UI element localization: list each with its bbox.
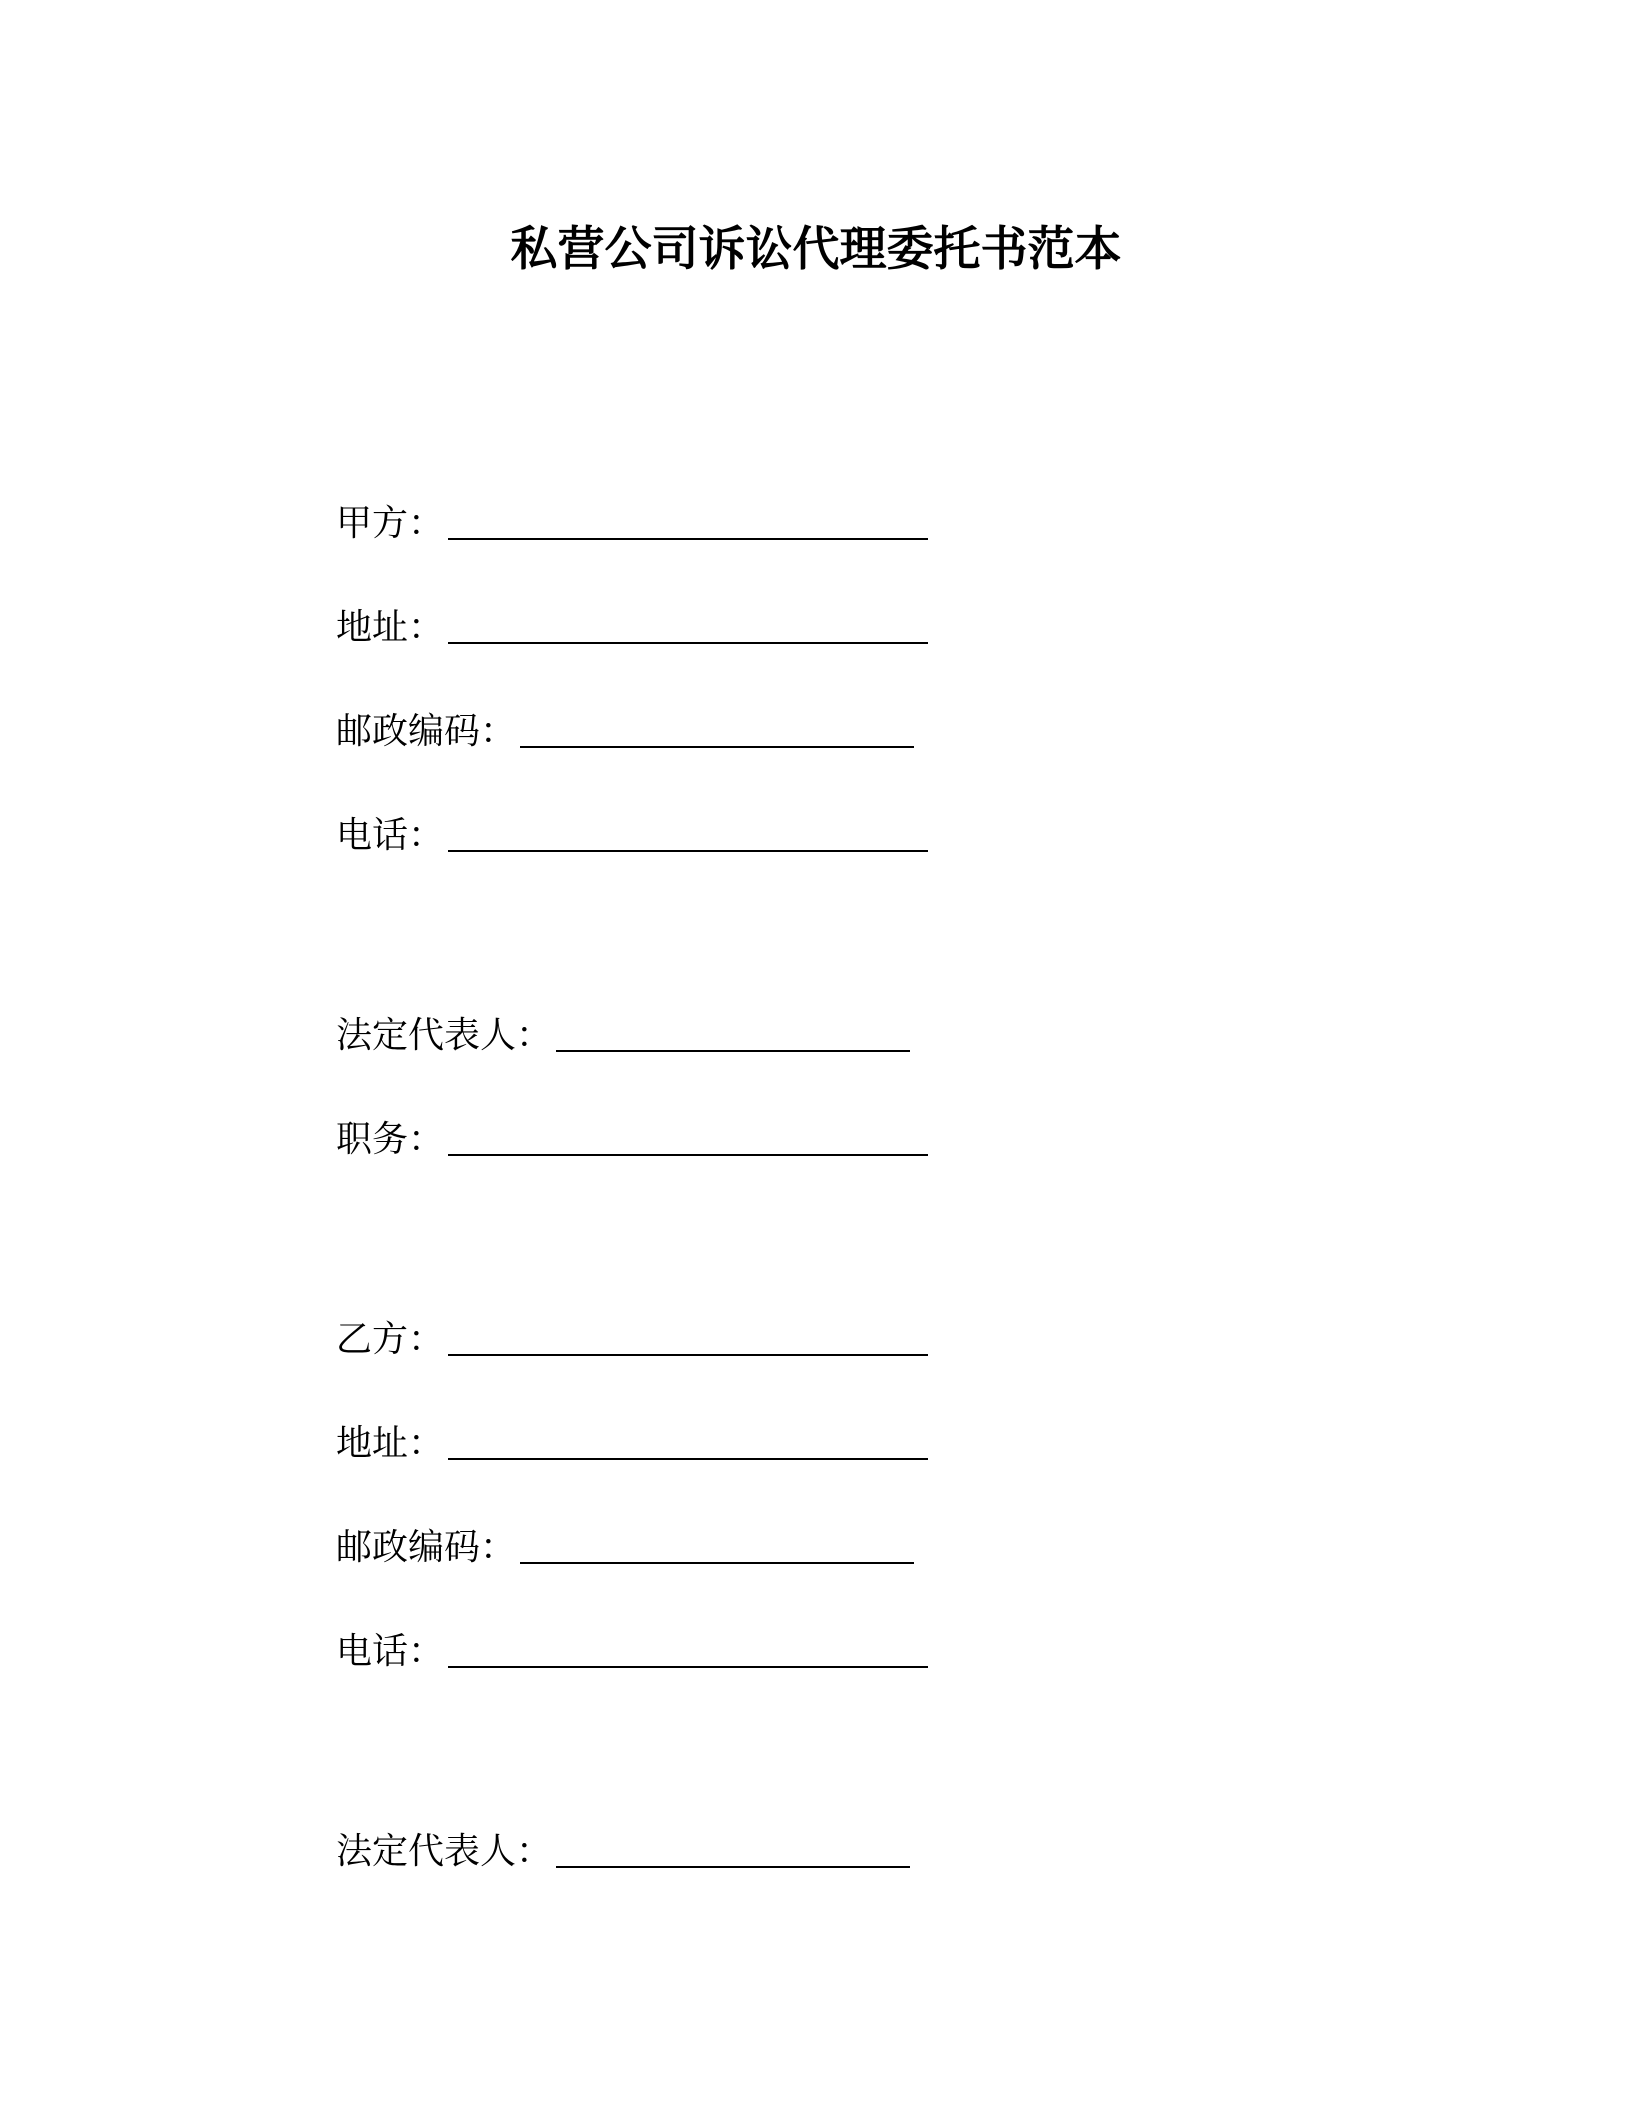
party-a-legal-rep-label: 法定代表人：	[336, 1015, 553, 1056]
party-a-name-label: 甲方：	[336, 503, 445, 544]
party-b-address-field	[336, 1412, 928, 1468]
document-title: 私营公司诉讼代理委托书范本	[510, 222, 1122, 277]
party-b-legal-rep-blank	[556, 1828, 910, 1868]
party-a-legal-rep-field	[336, 1004, 910, 1060]
party-b-legal-rep-label: 法定代表人：	[336, 1831, 553, 1872]
party-a-legal-rep-blank	[556, 1012, 910, 1052]
party-b-postcode-label: 邮政编码：	[336, 1527, 517, 1568]
party-a-name-blank	[448, 500, 928, 540]
party-a-position-blank	[448, 1116, 928, 1156]
party-a-address-field	[336, 596, 928, 652]
party-b-phone-blank	[448, 1628, 928, 1668]
party-b-address-blank	[448, 1420, 928, 1460]
party-a-name-field	[336, 492, 928, 548]
party-a-position-label: 职务：	[336, 1119, 445, 1160]
party-b-phone-label: 电话：	[336, 1631, 445, 1672]
party-a-postcode-blank	[520, 708, 914, 748]
party-a-phone-label: 电话：	[336, 815, 445, 856]
party-b-name-blank	[448, 1316, 928, 1356]
party-b-phone-field	[336, 1620, 928, 1676]
party-a-postcode-field	[336, 700, 914, 756]
party-b-address-label: 地址：	[336, 1423, 445, 1464]
party-a-address-blank	[448, 604, 928, 644]
party-b-legal-rep-field	[336, 1820, 910, 1876]
party-a-postcode-label: 邮政编码：	[336, 711, 517, 752]
party-a-address-label: 地址：	[336, 607, 445, 648]
party-a-position-field	[336, 1108, 928, 1164]
party-b-postcode-blank	[520, 1524, 914, 1564]
party-b-name-label: 乙方：	[336, 1319, 445, 1360]
party-a-phone-field	[336, 804, 928, 860]
party-b-name-field	[336, 1308, 928, 1364]
party-a-phone-blank	[448, 812, 928, 852]
party-b-postcode-field	[336, 1516, 914, 1572]
